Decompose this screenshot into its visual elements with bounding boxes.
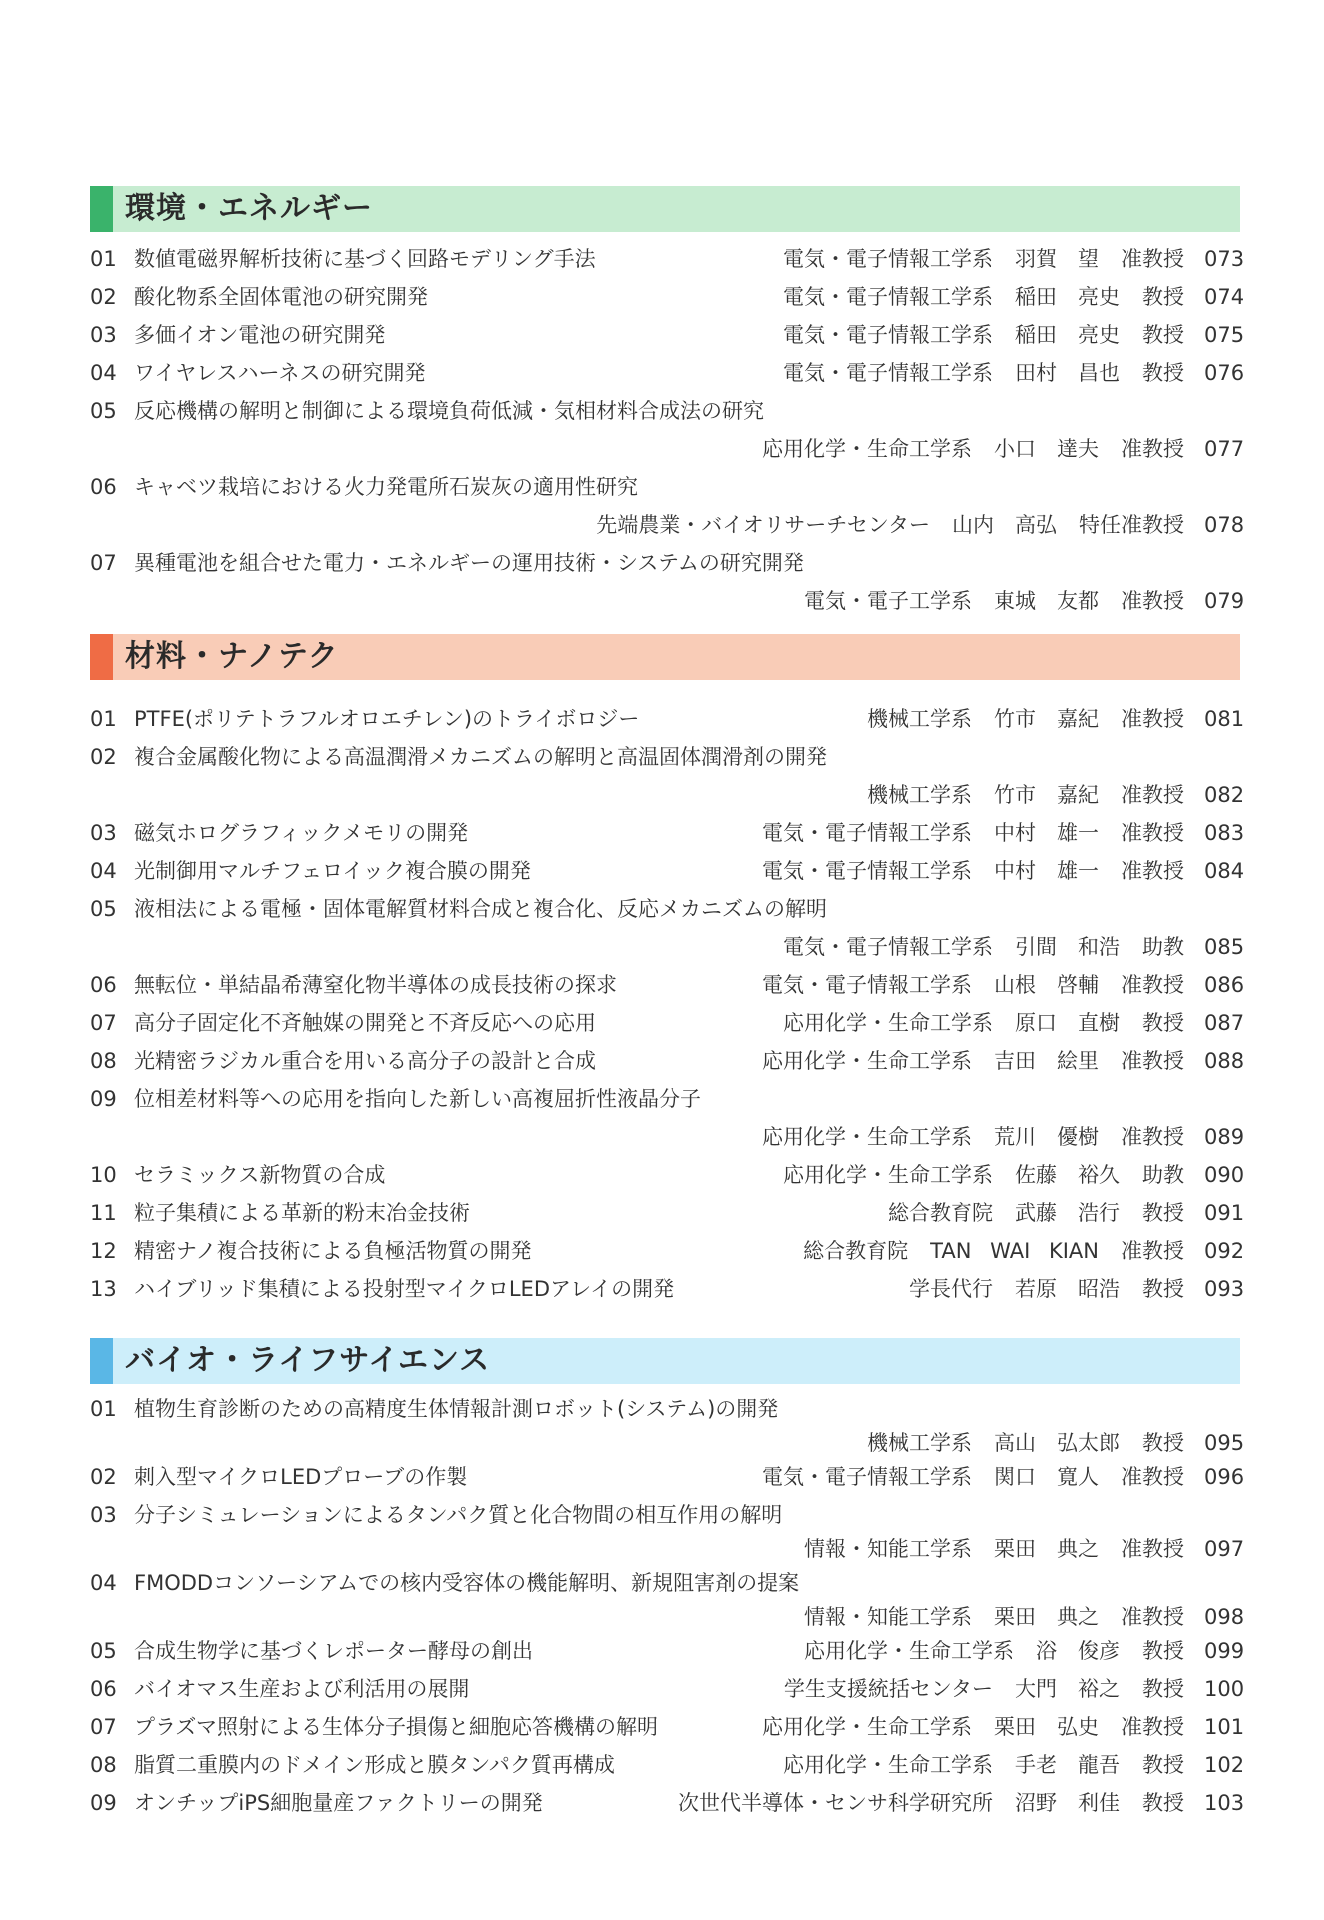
section-accent-bar [90,186,113,232]
section-title: バイオ・ライフサイエンス [113,1338,1240,1384]
dot-leader [534,1232,796,1270]
entry-number: 01 [90,1397,117,1421]
entry-title: 分子シミュレーションによるタンパク質と化合物間の相互作用の解明 [134,1503,783,1527]
toc-entry[interactable] [90,738,1245,814]
entry-page-number: 079 [1204,589,1245,613]
entry-rank: 教授 [1142,1791,1184,1815]
entry-number: 04 [90,1571,117,1595]
entry-researcher: 手老 龍吾 [1015,1753,1120,1777]
entry-rank: 教授 [1142,1201,1184,1225]
entry-page-number: 088 [1204,1049,1245,1073]
entry-department: 情報・知能工学系 [804,1537,972,1561]
entry-researcher: 竹市 嘉紀 [994,783,1099,807]
entry-researcher: 関口 寛人 [994,1465,1099,1489]
dot-leader [676,1270,901,1308]
dot-leader [598,1042,754,1080]
entry-title: プラズマ照射による生体分子損傷と細胞応答機構の解明 [134,1715,658,1739]
entry-title: 数値電磁界解析技術に基づく回路モデリング手法 [134,247,596,271]
toc-entry[interactable] [90,1270,1245,1308]
entry-title: 多価イオン電池の研究開発 [134,323,386,347]
toc-entry[interactable] [90,890,1245,966]
toc-entry[interactable] [90,1232,1245,1270]
entry-rank: 准教授 [1121,1537,1184,1561]
entry-number: 01 [90,247,117,271]
entry-rank: 准教授 [1121,707,1184,731]
entry-department: 総合教育院 [888,1201,993,1225]
entry-number: 05 [90,1639,117,1663]
entry-page-number: 075 [1204,323,1245,347]
entry-number: 04 [90,859,117,883]
entry-number: 08 [90,1753,117,1777]
entry-rank: 准教授 [1121,1465,1184,1489]
entry-title: 光精密ラジカル重合を用いる高分子の設計と合成 [134,1049,596,1073]
entry-number: 03 [90,821,117,845]
dot-leader [136,430,754,468]
entry-rank: 助教 [1142,935,1184,959]
entry-researcher: 稲田 亮史 [1015,323,1120,347]
entry-number: 12 [90,1239,117,1263]
entry-researcher: 小口 達夫 [994,437,1099,461]
entry-page-number: 101 [1204,1715,1245,1739]
entry-page-number: 073 [1204,247,1245,271]
entry-page-number: 087 [1204,1011,1245,1035]
entry-title: PTFE(ポリテトラフルオロエチレン)のトライボロジー [134,707,640,731]
entry-researcher: 田村 昌也 [1015,361,1120,385]
dot-leader [533,852,754,890]
entry-researcher: 原口 直樹 [1015,1011,1120,1035]
entry-number: 13 [90,1277,117,1301]
toc-entry[interactable] [90,966,1245,1004]
entry-department: 機械工学系 [867,783,972,807]
dot-leader [136,1118,754,1156]
dot-leader [660,1708,754,1746]
entry-department: 電気・電子工学系 [804,589,972,613]
entry-title: 複合金属酸化物による高温潤滑メカニズムの解明と高温固体潤滑剤の開発 [134,745,827,769]
entry-number: 01 [90,707,117,731]
entry-researcher: 栗田 典之 [994,1537,1099,1561]
entry-title: 光制御用マルチフェロイック複合膜の開発 [134,859,531,883]
entry-rank: 特任准教授 [1079,513,1184,537]
section-accent-bar [90,634,113,680]
entry-number: 02 [90,285,117,309]
entry-researcher: 栗田 典之 [994,1605,1099,1629]
toc-entry[interactable] [90,316,1245,354]
entry-department: 電気・電子情報工学系 [783,285,993,309]
entry-title: 酸化物系全固体電池の研究開発 [134,285,428,309]
entry-researcher: 吉田 絵里 [994,1049,1099,1073]
entry-list [90,1390,1245,1822]
section-materials [90,634,1245,1338]
entry-rank: 准教授 [1121,859,1184,883]
dot-leader [470,814,754,852]
entry-department: 電気・電子情報工学系 [783,323,993,347]
entry-page-number: 091 [1204,1201,1245,1225]
entry-department: 電気・電子情報工学系 [762,973,972,997]
entry-department: 電気・電子情報工学系 [762,859,972,883]
entry-page-number: 077 [1204,437,1245,461]
entry-department: 学長代行 [909,1277,993,1301]
entry-rank: 教授 [1142,1011,1184,1035]
entry-researcher: 中村 雄一 [994,859,1099,883]
entry-page-number: 097 [1204,1537,1245,1561]
toc-entry[interactable] [90,1632,1245,1670]
entry-page-number: 084 [1204,859,1245,883]
entry-rank: 教授 [1142,323,1184,347]
dot-leader [136,1598,796,1636]
entry-department: 応用化学・生命工学系 [783,1011,993,1035]
dot-leader [136,1424,859,1462]
entry-rank: 准教授 [1121,437,1184,461]
section-header [90,1338,1240,1384]
entry-page-number: 102 [1204,1753,1245,1777]
entry-title: 液相法による電極・固体電解質材料合成と複合化、反応メカニズムの解明 [134,897,827,921]
entry-page-number: 092 [1204,1239,1245,1263]
entry-department: 次世代半導体・センサ科学研究所 [678,1791,993,1815]
entry-page-number: 074 [1204,285,1245,309]
entry-title: 反応機構の解明と制御による環境負荷低減・気相材料合成法の研究 [134,399,764,423]
entry-number: 10 [90,1163,117,1187]
entry-rank: 准教授 [1121,247,1184,271]
entry-researcher: 東城 友都 [994,589,1099,613]
entry-page-number: 076 [1204,361,1245,385]
toc-entry[interactable] [90,240,1245,278]
entry-number: 05 [90,399,117,423]
dot-leader [136,582,796,620]
entry-department: 応用化学・生命工学系 [783,1753,993,1777]
dot-leader [598,1004,775,1042]
toc-page [90,186,1245,1822]
dot-leader [535,1632,796,1670]
entry-department: 応用化学・生命工学系 [762,1715,972,1739]
entry-title: 位相差材料等への応用を指向した新しい高複屈折性液晶分子 [134,1087,701,1111]
toc-entry[interactable] [90,468,1245,544]
dot-leader [136,928,775,966]
toc-entry[interactable] [90,1042,1245,1080]
dot-leader [136,1530,796,1568]
entry-page-number: 082 [1204,783,1245,807]
dot-leader [471,1670,775,1708]
entry-department: 電気・電子情報工学系 [783,247,993,271]
entry-researcher: 山根 啓輔 [994,973,1099,997]
entry-page-number: 103 [1204,1791,1245,1815]
entry-number: 04 [90,361,117,385]
entry-rank: 准教授 [1121,589,1184,613]
dot-leader [469,1458,754,1496]
entry-researcher: 山内 高弘 [952,513,1057,537]
entry-rank: 教授 [1142,1431,1184,1455]
entry-title: ワイヤレスハーネスの研究開発 [134,361,426,385]
entry-department: 電気・電子情報工学系 [783,935,993,959]
toc-entry[interactable] [90,1156,1245,1194]
entry-researcher: 引間 和浩 [1015,935,1120,959]
entry-rank: 准教授 [1121,783,1184,807]
entry-rank: 教授 [1142,1277,1184,1301]
entry-rank: 教授 [1142,1639,1184,1663]
toc-entry[interactable] [90,1784,1245,1822]
dot-leader [136,776,859,814]
toc-entry[interactable] [90,1390,1245,1458]
entry-page-number: 078 [1204,513,1245,537]
entry-department: 総合教育院 [803,1239,909,1263]
entry-rank: 教授 [1142,1677,1184,1701]
toc-entry[interactable] [90,1080,1245,1156]
entry-page-number: 099 [1204,1639,1245,1663]
entry-page-number: 093 [1204,1277,1245,1301]
entry-researcher: 荒川 優樹 [994,1125,1099,1149]
entry-researcher: 中村 雄一 [994,821,1099,845]
section-header [90,186,1240,232]
toc-entry[interactable] [90,1564,1245,1632]
entry-department: 情報・知能工学系 [804,1605,972,1629]
entry-researcher: TAN WAI KIAN [930,1239,1099,1263]
entry-title: キャベツ栽培における火力発電所石炭灰の適用性研究 [134,475,638,499]
section-accent-bar [90,1338,113,1384]
entry-rank: 准教授 [1121,1049,1184,1073]
entry-page-number: 096 [1204,1465,1245,1489]
entry-department: 電気・電子情報工学系 [762,1465,972,1489]
entry-researcher: 稲田 亮史 [1015,285,1120,309]
toc-entry[interactable] [90,1004,1245,1042]
section-title: 環境・エネルギー [113,186,1240,232]
section-header [90,634,1240,680]
section-energy [90,186,1245,634]
toc-entry[interactable] [90,1458,1245,1496]
entry-title: 磁気ホログラフィックメモリの開発 [134,821,469,845]
entry-number: 06 [90,475,117,499]
entry-number: 02 [90,1465,117,1489]
entry-department: 機械工学系 [867,1431,972,1455]
toc-entry[interactable] [90,544,1245,620]
dot-leader [472,1194,880,1232]
toc-entry[interactable] [90,1496,1245,1564]
toc-entry[interactable] [90,1746,1245,1784]
section-title: 材料・ナノテク [113,634,1240,680]
entry-researcher: 沼野 利佳 [1015,1791,1120,1815]
entry-researcher: 羽賀 望 [1015,247,1099,271]
entry-department: 応用化学・生命工学系 [762,437,972,461]
entry-title: セラミックス新物質の合成 [134,1163,386,1187]
entry-rank: 准教授 [1121,1715,1184,1739]
entry-rank: 准教授 [1121,973,1184,997]
entry-department: 先端農業・バイオリサーチセンター [596,513,930,537]
entry-department: 学生支援統括センター [783,1677,993,1701]
toc-entry[interactable] [90,354,1245,392]
entry-department: 応用化学・生命工学系 [762,1125,972,1149]
dot-leader [427,354,775,392]
entry-title: バイオマス生産および利活用の展開 [134,1677,470,1701]
entry-rank: 准教授 [1121,1125,1184,1149]
entry-department: 応用化学・生命工学系 [804,1639,1014,1663]
entry-researcher: 浴 俊彦 [1036,1639,1120,1663]
entry-researcher: 竹市 嘉紀 [994,707,1099,731]
entry-title: 無転位・単結晶希薄窒化物半導体の成長技術の探求 [134,973,617,997]
entry-number: 03 [90,1503,117,1527]
entry-department: 応用化学・生命工学系 [762,1049,972,1073]
dot-leader [430,278,775,316]
entry-rank: 准教授 [1121,1239,1184,1263]
entry-department: 電気・電子情報工学系 [783,361,993,385]
entry-title: 刺入型マイクロLEDプローブの作製 [134,1465,468,1489]
dot-leader [641,700,859,738]
entry-number: 09 [90,1791,117,1815]
entry-number: 06 [90,973,117,997]
entry-title: 脂質二重膜内のドメイン形成と膜タンパク質再構成 [134,1753,615,1777]
entry-number: 06 [90,1677,117,1701]
entry-page-number: 085 [1204,935,1245,959]
dot-leader [387,1156,775,1194]
entry-page-number: 090 [1204,1163,1245,1187]
entry-title: FMODDコンソーシアムでの核内受容体の機能解明、新規阻害剤の提案 [134,1571,800,1595]
entry-title: 精密ナノ複合技術による負極活物質の開発 [134,1239,532,1263]
entry-rank: 教授 [1142,361,1184,385]
entry-page-number: 098 [1204,1605,1245,1629]
entry-researcher: 武藤 浩行 [1015,1201,1120,1225]
entry-number: 05 [90,897,117,921]
entry-list [90,240,1245,620]
toc-entry[interactable] [90,852,1245,890]
toc-entry[interactable] [90,278,1245,316]
entry-number: 11 [90,1201,117,1225]
toc-entry[interactable] [90,700,1245,738]
entry-number: 07 [90,1011,117,1035]
entry-researcher: 大門 裕之 [1015,1677,1120,1701]
entry-researcher: 佐藤 裕久 [1015,1163,1120,1187]
entry-title: ハイブリッド集積による投射型マイクロLEDアレイの開発 [134,1277,675,1301]
entry-title: オンチップiPS細胞量産ファクトリーの開発 [134,1791,543,1815]
entry-rank: 准教授 [1121,1605,1184,1629]
entry-number: 09 [90,1087,117,1111]
toc-entry[interactable] [90,1194,1245,1232]
entry-page-number: 095 [1204,1431,1245,1455]
section-bio [90,1338,1245,1822]
dot-leader [136,506,588,544]
toc-entry[interactable] [90,1708,1245,1746]
entry-title: 植物生育診断のための高精度生体情報計測ロボット(システム)の開発 [134,1397,779,1421]
toc-entry[interactable] [90,814,1245,852]
entry-rank: 助教 [1142,1163,1184,1187]
entry-page-number: 081 [1204,707,1245,731]
dot-leader [619,966,754,1004]
entry-number: 08 [90,1049,117,1073]
entry-title: 高分子固定化不斉触媒の開発と不斉反応への応用 [134,1011,596,1035]
dot-leader [545,1784,670,1822]
entry-department: 電気・電子情報工学系 [762,821,972,845]
entry-title: 異種電池を組合せた電力・エネルギーの運用技術・システムの研究開発 [134,551,804,575]
entry-rank: 教授 [1142,285,1184,309]
entry-number: 03 [90,323,117,347]
entry-researcher: 若原 昭浩 [1015,1277,1120,1301]
entry-page-number: 083 [1204,821,1245,845]
entry-researcher: 栗田 弘史 [994,1715,1099,1739]
toc-entry[interactable] [90,392,1245,468]
dot-leader [387,316,775,354]
dot-leader [598,240,775,278]
entry-department: 応用化学・生命工学系 [783,1163,993,1187]
entry-number: 02 [90,745,117,769]
entry-rank: 准教授 [1121,821,1184,845]
entry-department: 機械工学系 [867,707,972,731]
entry-title: 合成生物学に基づくレポーター酵母の創出 [134,1639,533,1663]
entry-list [90,700,1245,1308]
entry-title: 粒子集積による革新的粉末冶金技術 [134,1201,470,1225]
dot-leader [617,1746,775,1784]
entry-number: 07 [90,1715,117,1739]
entry-page-number: 089 [1204,1125,1245,1149]
entry-rank: 教授 [1142,1753,1184,1777]
entry-number: 07 [90,551,117,575]
entry-researcher: 高山 弘太郎 [994,1431,1120,1455]
entry-page-number: 086 [1204,973,1245,997]
entry-page-number: 100 [1204,1677,1245,1701]
toc-entry[interactable] [90,1670,1245,1708]
